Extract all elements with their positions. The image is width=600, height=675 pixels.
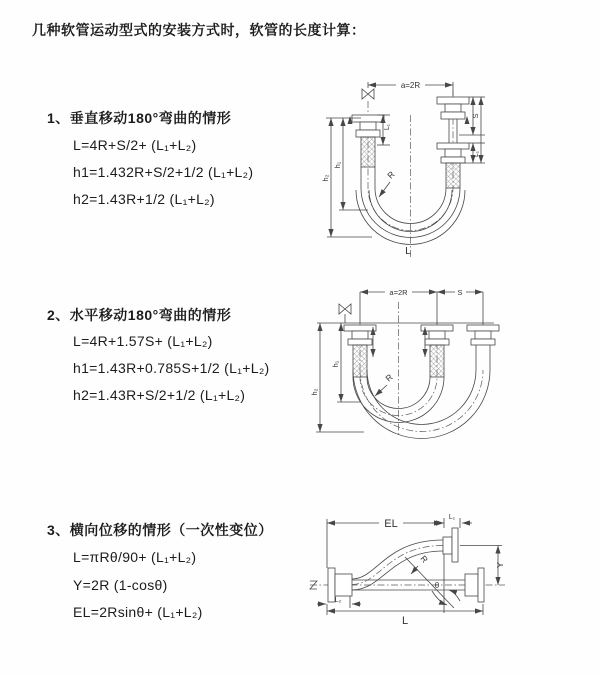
- d1-label-h1: h₁: [333, 161, 342, 169]
- d1-label-s: S: [471, 113, 480, 119]
- section-3-formula-y: Y=2R (1-cosθ): [73, 577, 168, 593]
- d2-hose-u-curves: [353, 370, 490, 439]
- d3-radius-callout: [411, 554, 430, 574]
- d2-label-h1: h₁: [331, 360, 340, 368]
- d3-label-l2: L₂: [334, 597, 342, 604]
- d3-dimension-l1: [432, 514, 472, 528]
- d1-radius-callout: [379, 169, 397, 197]
- d2-label-s: S: [457, 288, 463, 297]
- d1-dimension-s: [459, 97, 485, 163]
- d3-label-y: Y: [495, 562, 505, 568]
- d2-label-r: R: [383, 371, 395, 384]
- d3-dimension-l2: [317, 596, 361, 608]
- d2-left-fitting: [344, 325, 376, 377]
- section-3-formula-el: EL=2Rsinθ+ (L₁+L₂): [73, 604, 203, 620]
- d1-right-fitting-assembly: [437, 97, 470, 188]
- d3-right-flange-original: [465, 568, 484, 602]
- d3-label-l1: L₁: [448, 514, 456, 521]
- section-1-heading: 1、垂直移动180°弯曲的情形: [47, 110, 232, 126]
- d2-dimension-a2r-s: [360, 287, 483, 325]
- section-3-heading: 3、横向位移的情形（一次性变位）: [47, 522, 273, 538]
- diagram-horizontal-180-bend: [312, 282, 542, 454]
- section-1-formula-h2: h2=1.43R+1/2 (L₁+L₂): [73, 191, 215, 207]
- d2-radius-callout: [375, 372, 395, 396]
- d1-label-l1-right: L₁: [473, 150, 480, 158]
- d2-centerlines: [360, 302, 483, 435]
- d3-label-r: R: [418, 553, 431, 565]
- d2-small-dims: [373, 327, 425, 357]
- section-2-formula-l: L=4R+1.57S+ (L₁+L₂): [73, 333, 213, 349]
- d1-label-l1-left: L₁: [384, 123, 391, 131]
- d1-label-r: R: [385, 169, 397, 181]
- d2-middle-fitting: [421, 325, 453, 377]
- section-3-formula-l: L=πRθ/90+ (L₁+L₂): [73, 549, 197, 565]
- page-title: 几种软管运动型式的安装方式时，软管的长度计算：: [32, 22, 366, 38]
- d1-label-a2r: a=2R: [400, 81, 421, 90]
- section-1-formula-l: L=4R+S/2+ (L₁+L₂): [73, 137, 197, 153]
- d1-label-l: L: [405, 245, 411, 257]
- d2-valve-icon: [339, 304, 351, 314]
- d1-left-fitting: [348, 115, 385, 167]
- d1-dimension-a2r: [368, 80, 453, 96]
- section-2-formula-h1: h1=1.43R+0.785S+1/2 (L₁+L₂): [73, 360, 270, 376]
- d3-label-theta: θ: [434, 581, 440, 590]
- d1-valve-icon: [362, 89, 374, 99]
- section-1-formula-h1: h1=1.432R+S/2+1/2 (L₁+L₂): [73, 164, 254, 180]
- diagram-lateral-displacement: [305, 498, 520, 638]
- d3-construction-lines: [405, 554, 460, 613]
- d3-top-flange-displaced: [443, 528, 458, 562]
- d3-label-el: EL: [384, 518, 398, 530]
- section-2-heading: 2、水平移动180°弯曲的情形: [47, 307, 232, 323]
- diagram-vertical-180-bend: [312, 70, 562, 270]
- d3-label-l: L: [401, 615, 409, 627]
- section-2-formula-h2: h2=1.43R+S/2+1/2 (L₁+L₂): [73, 387, 246, 403]
- d2-right-fitting-displaced: [467, 325, 499, 370]
- d2-label-h2: h₂: [310, 388, 319, 396]
- d1-label-h2: h₂: [321, 174, 330, 182]
- d2-label-a2r: a=2R: [389, 288, 408, 297]
